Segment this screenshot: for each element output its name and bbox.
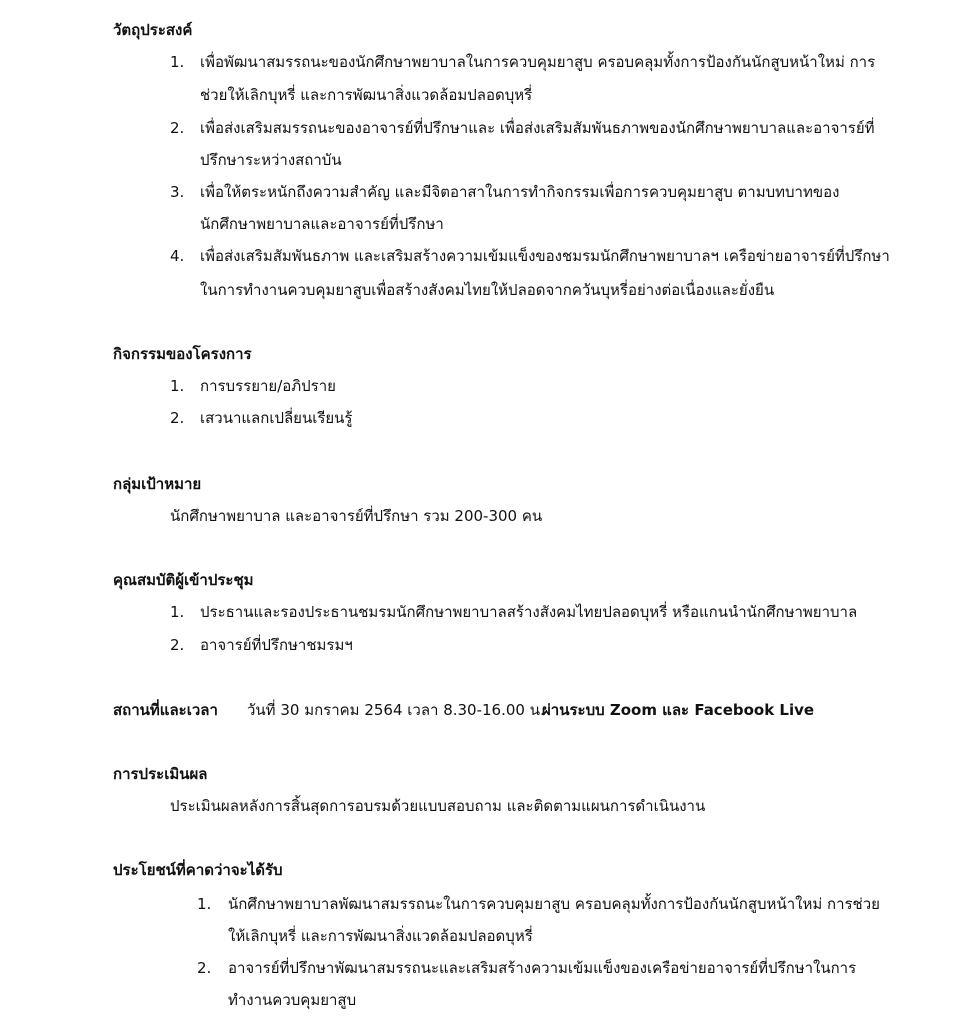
objective-3-line-2: นักศึกษาพยาบาลและอาจารย์ที่ปรึกษา [200, 215, 444, 233]
objective-3-line-1: เพื่อให้ตระหนักถึงความสำคัญ และมีจิตอาสาในการทำกิจกรรมเพื่อการควบคุมยาสูบ ตามบทบาทของ [200, 183, 840, 201]
benefits-heading: ประโยชน์ที่คาดว่าจะได้รับ [113, 861, 283, 879]
objective-1-number: 1. [170, 53, 185, 71]
benefit-1-number: 1. [197, 895, 212, 913]
objective-1-line-2: ช่วยให้เลิกบุหรี่ และการพัฒนาสิ่งแวดล้อมปลอดบุหรี่ [200, 86, 533, 104]
qualifications-heading: คุณสมบัติผู้เข้าประชุม [113, 571, 254, 589]
objective-3-number: 3. [170, 183, 185, 201]
evaluation-text: ประเมินผลหลังการสิ้นสุดการอบรมด้วยแบบสอบถาม และติดตามแผนการดำเนินงาน [170, 797, 706, 815]
activities-heading: กิจกรรมของโครงการ [113, 345, 252, 363]
objective-4-line-1: เพื่อส่งเสริมสัมพันธภาพ และเสริมสร้างความเข้มแข็งของชมรมนักศึกษาพยาบาลฯ เครือข่ายอาจารย์ที่ปรึกษา [200, 247, 890, 265]
qualification-2-text: อาจารย์ที่ปรึกษาชมรมฯ [200, 636, 353, 654]
venue-heading: สถานที่และเวลา [113, 701, 218, 719]
venue-platform-text: ผ่านระบบ Zoom และ Facebook Live [542, 701, 815, 719]
benefit-1-line-1: นักศึกษาพยาบาลพัฒนาสมรรถนะในการควบคุมยาสูบ ครอบคลุมทั้งการป้องกันนักสูบหน้าใหม่ การช่วย [228, 895, 880, 913]
evaluation-heading: การประเมินผล [113, 765, 208, 783]
objective-1-line-1: เพื่อพัฒนาสมรรถนะของนักศึกษาพยาบาลในการควบคุมยาสูบ ครอบคลุมทั้งการป้องกันนักสูบหน้าใหม่ การ [200, 53, 876, 71]
venue-date-text: วันที่ 30 มกราคม 2564 เวลา 8.30-16.00 น. [247, 701, 545, 719]
qualification-1-number: 1. [170, 603, 185, 621]
objective-2-line-1: เพื่อส่งเสริมสมรรถนะของอาจารย์ที่ปรึกษาและ เพื่อส่งเสริมสัมพันธภาพของนักศึกษาพยาบาลและอาจารย์ที่ [200, 119, 875, 137]
activity-1-number: 1. [170, 377, 185, 395]
benefit-2-line-2: ทำงานควบคุมยาสูบ [228, 991, 357, 1009]
target-text: นักศึกษาพยาบาล และอาจารย์ที่ปรึกษา รวม 200-300 คน [170, 507, 543, 525]
benefit-1-line-2: ให้เลิกบุหรี่ และการพัฒนาสิ่งแวดล้อมปลอดบุหรี่ [228, 927, 533, 945]
activity-1-text: การบรรยาย/อภิปราย [200, 377, 336, 395]
objectives-heading: วัตถุประสงค์ [113, 21, 193, 39]
qualification-1-text: ประธานและรองประธานชมรมนักศึกษาพยาบาลสร้างสังคมไทยปลอดบุหรี่ หรือแกนนำนักศึกษาพยาบาล [200, 603, 858, 621]
objective-4-line-2: ในการทำงานควบคุมยาสูบเพื่อสร้างสังคมไทยให้ปลอดจากควันบุหรี่อย่างต่อเนื่องและยั่งยืน [200, 281, 775, 299]
activity-2-number: 2. [170, 409, 185, 427]
objective-4-number: 4. [170, 247, 185, 265]
qualification-2-number: 2. [170, 636, 185, 654]
benefit-2-number: 2. [197, 959, 212, 977]
objective-2-line-2: ปรึกษาระหว่างสถาบัน [200, 151, 342, 169]
objective-2-number: 2. [170, 119, 185, 137]
target-heading: กลุ่มเป้าหมาย [113, 475, 202, 493]
benefit-2-line-1: อาจารย์ที่ปรึกษาพัฒนาสมรรถนะและเสริมสร้างความเข้มแข็งของเครือข่ายอาจารย์ที่ปรึกษาในการ [228, 959, 857, 977]
activity-2-text: เสวนาแลกเปลี่ยนเรียนรู้ [200, 409, 353, 427]
